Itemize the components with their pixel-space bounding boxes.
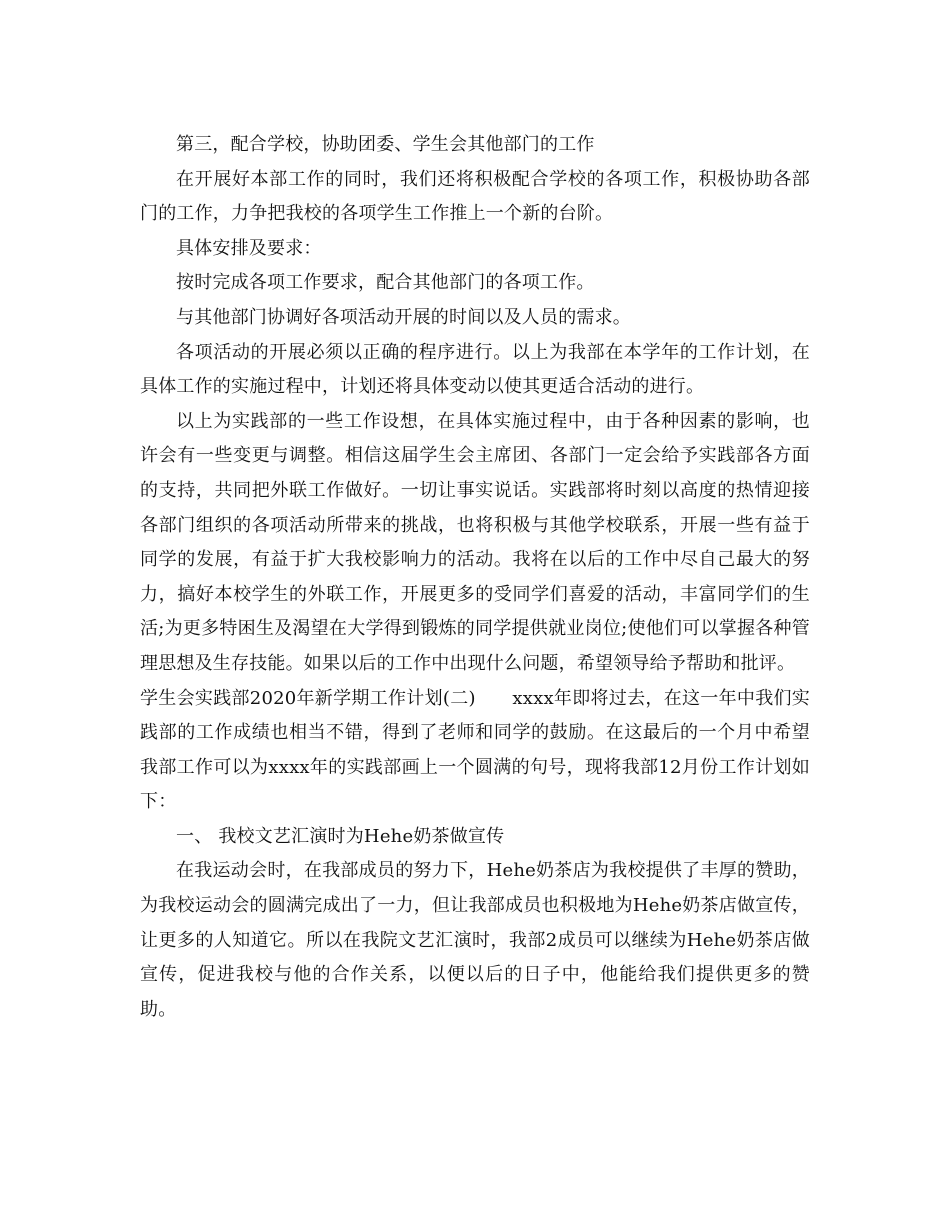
paragraph: 各项活动的开展必须以正确的程序进行。以上为我部在本学年的工作计划，在具体工作的实施过程中，计划还将具体变动以使其更适合活动的进行。 <box>140 341 810 398</box>
paragraph-subheading: 具体安排及要求： <box>176 237 322 259</box>
paragraph: 与其他部门协调好各项活动开展的时间以及人员的需求。 <box>176 306 631 328</box>
paragraph: 以上为实践部的一些工作设想，在具体实施过程中，由于各种因素的影响，也许会有一些变更与调整。相信这届学生会主席团、各部门一定会给予实践部各方面的支持，共同把外联工作做好。一切让事实说话。实践部将时刻以高度的热情迎接各部门组织的各项活动所带来的挑战，也将积极与其他学校联系，开展一些有益于同学的发展，有益于扩大我校影响力的活动。我将在以后的工作中尽自己最大的努力，搞好本校学生的外联工作，开展更多的受同学们喜爱的活动，丰富同学们的生活;为更多特困生及渴望在大学得到锻炼的同学提供就业岗位;使他们可以掌握各种管理思想及生存技能。如果以后的工作中出现什么问题，希望领导给予帮助和批评。 <box>140 410 810 674</box>
paragraph: 在开展好本部工作的同时，我们还将积极配合学校的各项工作，积极协助各部门的工作，力争把我校的各项学生工作推上一个新的台阶。 <box>140 168 810 225</box>
document-body <box>140 128 810 1027</box>
paragraph-plan-title: 学生会实践部2020年新学期工作计划(二) xxxx年即将过去，在这一年中我们实践部的工作成绩也相当不错，得到了老师和同学的鼓励。在这最后的一个月中希望我部工作可以为xxxx年的实践部画上一个圆满的句号，现将我部12月份工作计划如下： <box>140 687 810 813</box>
paragraph-section-heading: 一、 我校文艺汇演时为Hehe奶茶做宣传 <box>176 825 505 847</box>
paragraph: 在我运动会时，在我部成员的努力下，Hehe奶茶店为我校提供了丰厚的赞助，为我校运动会的圆满完成出了一力，但让我部成员也积极地为Hehe奶茶店做宣传，让更多的人知道它。所以在我院文艺汇演时，我部2成员可以继续为Hehe奶茶店做宣传，促进我校与他的合作关系，以便以后的日子中，他能给我们提供更多的赞助。 <box>140 860 810 1020</box>
paragraph-section-heading: 第三，配合学校，协助团委、学生会其他部门的工作 <box>176 134 595 155</box>
paragraph: 按时完成各项工作要求，配合其他部门的各项工作。 <box>176 272 595 294</box>
